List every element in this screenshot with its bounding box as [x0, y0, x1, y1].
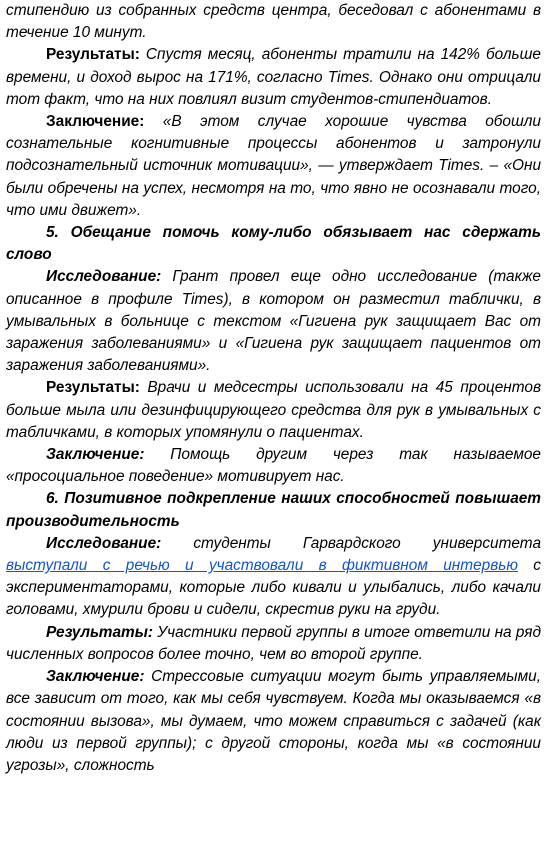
- paragraph-study-5: [6, 266, 541, 377]
- paragraph-study-6: [6, 533, 541, 622]
- study-label: Исследование:: [46, 268, 162, 286]
- paragraph-conclusion-1: [6, 111, 541, 222]
- results-text: Спустя месяц, абоненты тратили на 142% больше времени, и доход вырос на 171%, согласно Times. Однако они отрицали тот факт, что на них повлиял визит студентов-стипендиатов.: [6, 46, 541, 108]
- paragraph-conclusion-5: [6, 444, 541, 488]
- study-label: Исследование:: [46, 534, 162, 552]
- conclusion-text: «В этом случае хорошие чувства обошли сознательные когнитивные процессы абонентов и затронули подсознательный источник мотивации», — утверждает Times. – «Они были обречены на успех, несмотря на то, что явно не осознавали того, что ими движет».: [6, 113, 541, 219]
- study-text-after-link: с экспериментаторами, которые либо кивали и улыбались, либо качали головами, хмурили брови и сидели, скрестив руки на груди.: [6, 557, 541, 619]
- conclusion-label: Заключение:: [46, 113, 145, 131]
- paragraph-continuation: [6, 0, 541, 44]
- study-link[interactable]: выступали с речью и участвовали в фиктивном интервью: [6, 557, 518, 575]
- results-label: Результаты:: [46, 46, 140, 64]
- paragraph-results-1: [6, 44, 541, 111]
- conclusion-text: Помощь другим через так называемое «просоциальное поведение» мотивирует нас.: [6, 446, 541, 486]
- study-text-before-link: студенты Гарвардского университета: [161, 534, 541, 552]
- conclusion-text: Стрессовые ситуации могут быть управляемыми, все зависит от того, как мы себя чувствуем. Когда мы оказываемся «в состоянии вызова», мы думаем, что можем справиться с задачей (как люди из первой группы); с другой стороны, когда мы «в состоянии угрозы», сложность: [6, 668, 541, 774]
- conclusion-label: Заключение:: [46, 668, 145, 686]
- section-heading-6: 6. Позитивное подкрепление наших способностей повышает производительность: [6, 490, 541, 530]
- paragraph-conclusion-6: [6, 666, 541, 777]
- section-heading-5: 5. Обещание помочь кому-либо обязывает нас сдержать слово: [6, 224, 541, 264]
- paragraph-results-6: [6, 622, 541, 666]
- conclusion-label: Заключение:: [46, 446, 145, 464]
- study-text: Грант провел еще одно исследование (также описанное в профиле Times), в котором он разместил таблички, в умывальных в больнице с текстом «Гигиена рук защищает Вас от заражения заболеваниями» и «Гигиена рук защищает пациентов от заражения заболеваниями».: [6, 268, 541, 375]
- paragraph-results-5: [6, 377, 541, 444]
- paragraph-text: стипендию из собранных средств центра, беседовал с абонентами в течение 10 минут.: [6, 2, 541, 42]
- results-label: Результаты:: [46, 379, 140, 397]
- results-label: Результаты:: [46, 623, 153, 641]
- results-text: Участники первой группы в итоге ответили на ряд численных вопросов более точно, чем во второй группе.: [6, 623, 541, 663]
- results-text: Врачи и медсестры использовали на 45 процентов больше мыла или дезинфицирующего средства для рук в умывальных с табличками, в которых упомянули о пациентах.: [6, 379, 541, 441]
